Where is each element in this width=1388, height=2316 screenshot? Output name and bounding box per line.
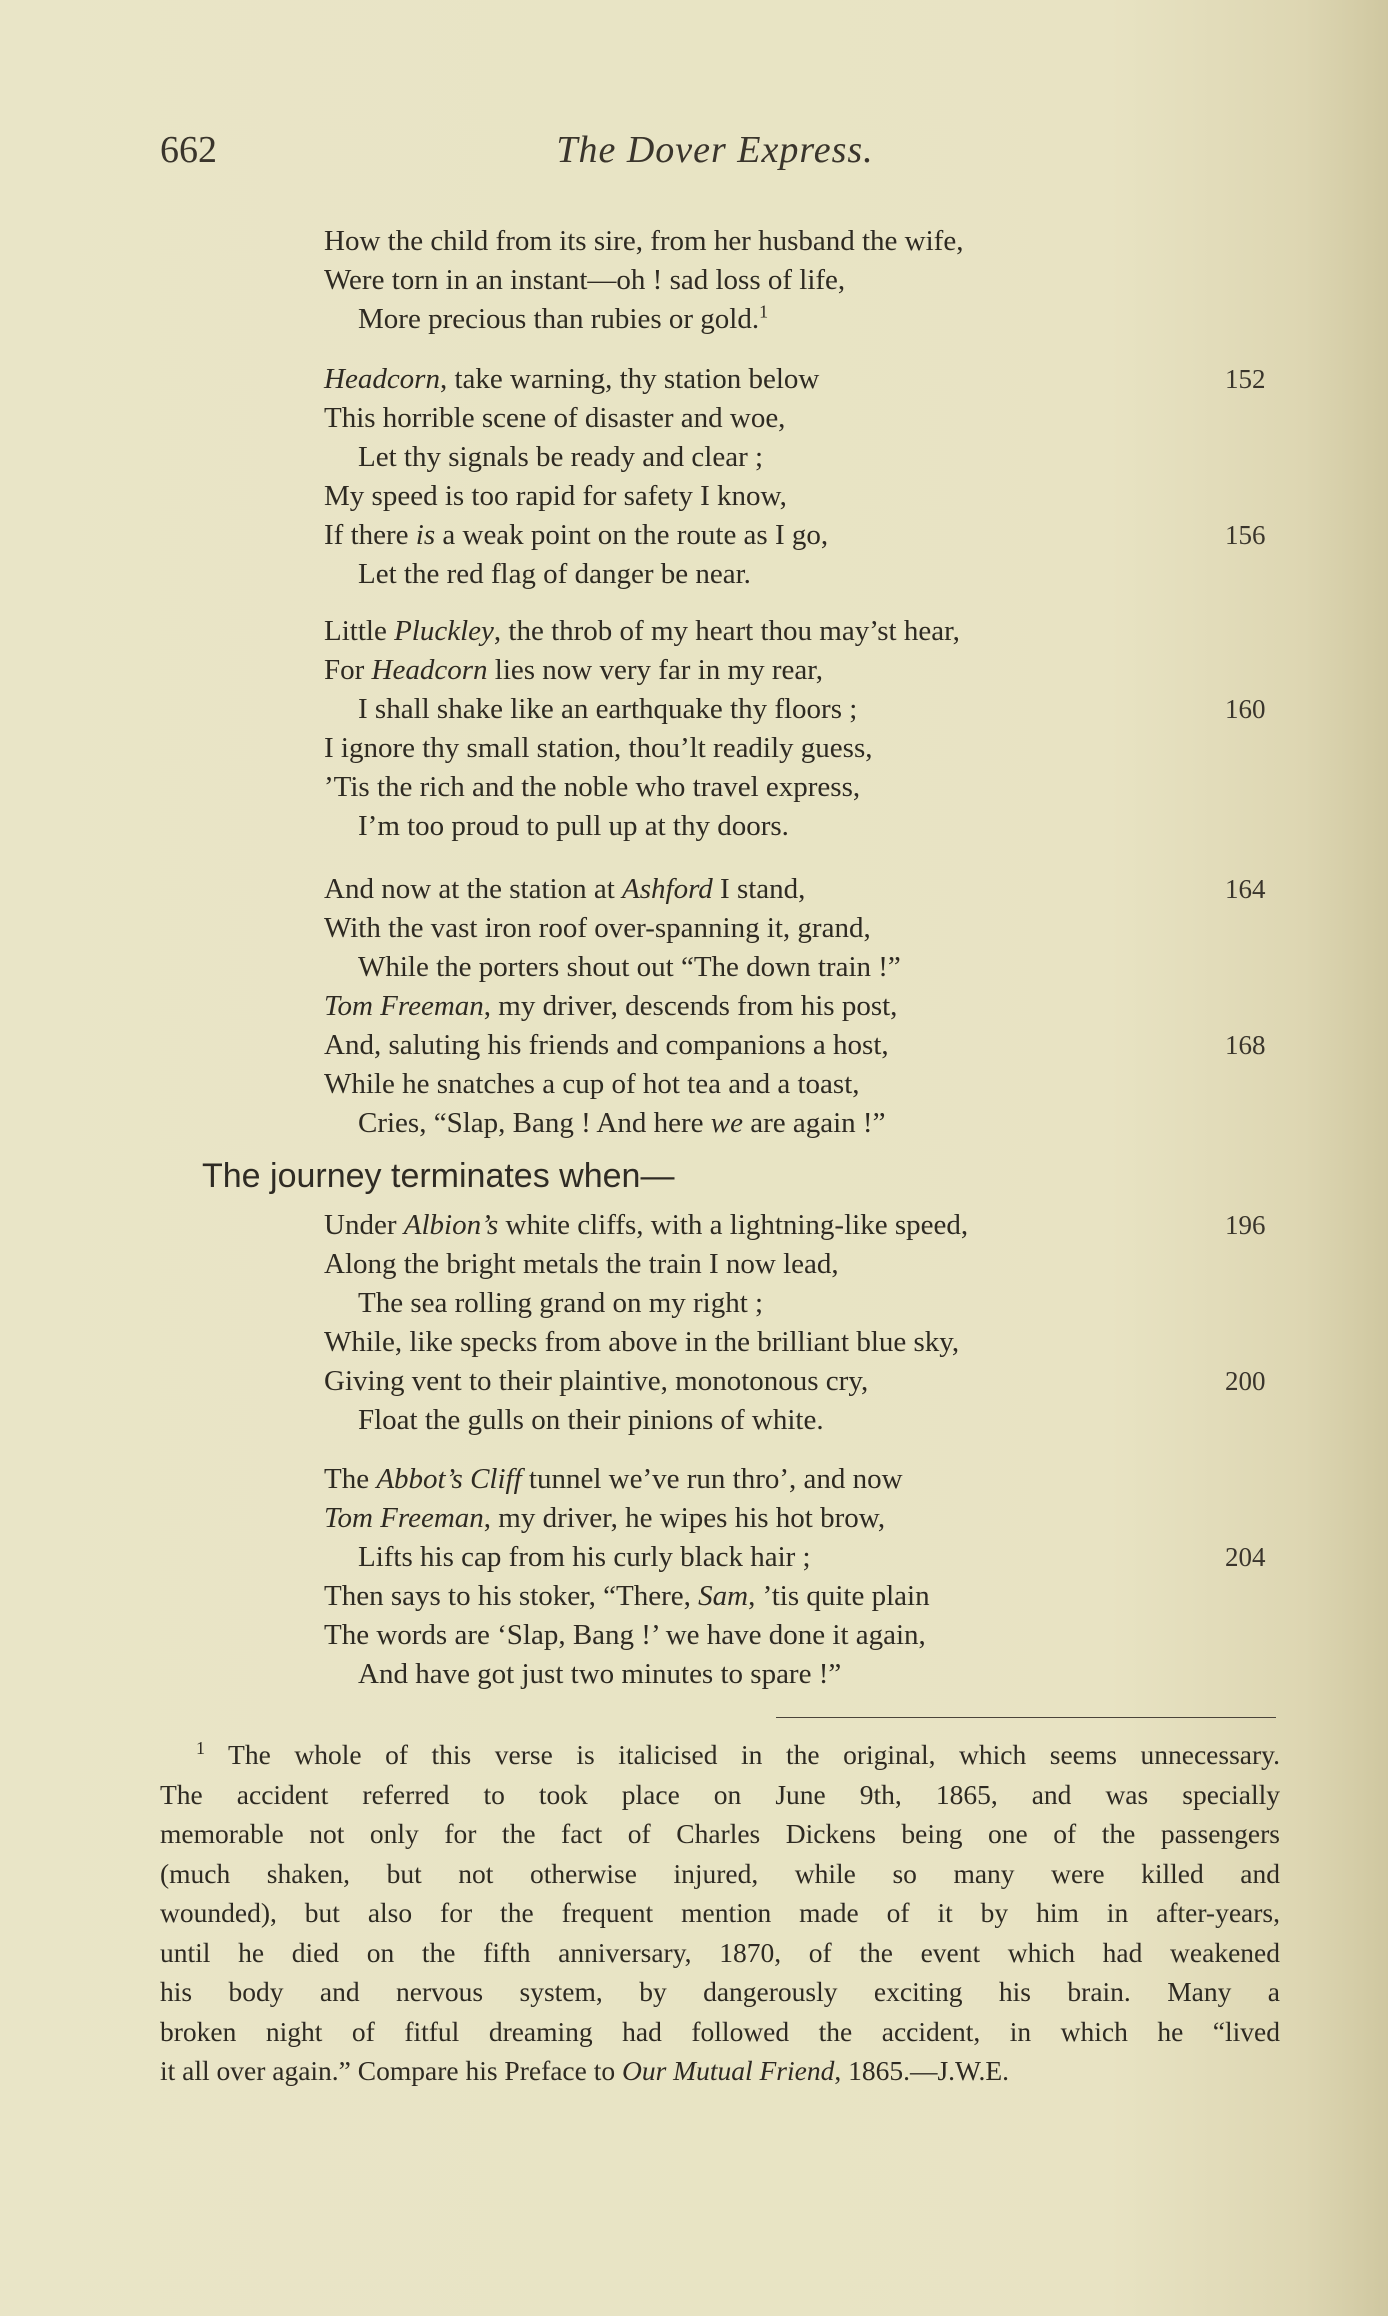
verse-text bbox=[324, 729, 873, 768]
verse-line bbox=[0, 651, 1388, 690]
verse-segment: white cliffs, with a lightning-like speed, bbox=[498, 1209, 969, 1241]
verse-line bbox=[0, 399, 1388, 438]
verse-line bbox=[0, 870, 1388, 909]
verse-segment: And have got just two minutes to spare !” bbox=[358, 1658, 842, 1690]
verse-segment: While he snatches a cup of hot tea and a toast, bbox=[324, 1068, 860, 1100]
footnote-line bbox=[160, 2051, 1280, 2091]
verse-text bbox=[324, 651, 823, 690]
line-number: 200 bbox=[1225, 1366, 1266, 1396]
verse-segment: , my driver, he wipes his hot brow, bbox=[483, 1502, 886, 1534]
verse-text bbox=[324, 1065, 860, 1104]
verse-segment: Then says to his stoker, “There, bbox=[324, 1580, 699, 1612]
verse-segment: With the vast iron roof over-spanning it, grand, bbox=[324, 912, 871, 944]
verse-italic: Tom Freeman bbox=[324, 990, 484, 1022]
footnote-line: The accident referred to took place on June 9th, 1865, and was specially bbox=[160, 1778, 1280, 1810]
verse-text bbox=[358, 1655, 841, 1694]
verse-segment: I shall shake like an earthquake thy floors ; bbox=[358, 693, 858, 725]
verse-line bbox=[0, 1655, 1388, 1694]
verse-italic: Headcorn bbox=[371, 654, 488, 686]
footnote-reference: 1 bbox=[759, 301, 769, 322]
footnote-line: wounded), but also for the frequent mention made of it by him in after-years, bbox=[160, 1897, 1280, 1928]
verse-text bbox=[324, 477, 787, 516]
verse-segment: a weak point on the route as I go, bbox=[435, 519, 829, 551]
verse-segment: ’Tis the rich and the noble who travel express, bbox=[324, 771, 861, 803]
verse-line bbox=[0, 807, 1388, 846]
footnote-text: it all over again.” Compare his Preface to bbox=[160, 2055, 622, 2086]
verse-text bbox=[358, 1104, 885, 1143]
verse-text bbox=[324, 261, 845, 300]
verse-line bbox=[0, 1401, 1388, 1440]
footnote-line: memorable not only for the fact of Charles Dickens being one of the passengers bbox=[160, 1818, 1280, 1849]
verse-text bbox=[358, 807, 789, 846]
verse-segment: If there bbox=[324, 519, 416, 551]
verse-italic: Headcorn bbox=[324, 363, 440, 395]
verse-line bbox=[0, 1538, 1388, 1577]
stanza bbox=[0, 360, 1388, 594]
verse-line bbox=[0, 1616, 1388, 1655]
verse-segment: I ignore thy small station, thou’lt readily guess, bbox=[324, 732, 873, 764]
verse-segment: How the child from its sire, from her husband the wife, bbox=[324, 225, 964, 257]
verse-segment: Were torn in an instant—oh ! sad loss of life, bbox=[324, 264, 846, 296]
line-number: 164 bbox=[1225, 874, 1266, 904]
verse-line bbox=[0, 555, 1388, 594]
verse-line bbox=[0, 1499, 1388, 1538]
verse-segment: This horrible scene of disaster and woe, bbox=[324, 402, 786, 434]
verse-text bbox=[324, 870, 805, 909]
verse-segment: The words are ‘Slap, Bang !’ we have done it again, bbox=[324, 1619, 926, 1651]
verse-segment: Under bbox=[324, 1209, 404, 1241]
verse-line bbox=[0, 222, 1388, 261]
stanza bbox=[0, 222, 1388, 339]
verse-line bbox=[0, 516, 1388, 555]
verse-line bbox=[0, 1577, 1388, 1616]
verse-line bbox=[0, 1284, 1388, 1323]
verse-segment: Let thy signals be ready and clear ; bbox=[358, 441, 764, 473]
verse-line bbox=[0, 1206, 1388, 1245]
verse-italic: Tom Freeman bbox=[324, 1502, 484, 1534]
stanza bbox=[0, 1460, 1388, 1694]
verse-line bbox=[0, 477, 1388, 516]
verse-segment: Let the red flag of danger be near. bbox=[358, 558, 751, 590]
verse-text bbox=[358, 1401, 824, 1440]
verse-segment: While, like specks from above in the brilliant blue sky, bbox=[324, 1326, 960, 1358]
verse-line bbox=[0, 1065, 1388, 1104]
verse-text bbox=[324, 1245, 839, 1284]
verse-line bbox=[0, 1026, 1388, 1065]
verse-line bbox=[0, 1460, 1388, 1499]
verse-line bbox=[0, 261, 1388, 300]
verse-text bbox=[324, 399, 785, 438]
line-number: 196 bbox=[1225, 1210, 1266, 1240]
verse-text bbox=[324, 1460, 903, 1499]
footnote-text: The whole of this verse is italicised in the original, which seems unnecessary. bbox=[228, 1739, 1280, 1770]
verse-line bbox=[0, 360, 1388, 399]
verse-italic: Pluckley bbox=[394, 615, 494, 647]
verse-text bbox=[324, 909, 871, 948]
verse-line bbox=[0, 1362, 1388, 1401]
verse-text bbox=[324, 1499, 885, 1538]
verse-line bbox=[0, 300, 1388, 339]
verse-text bbox=[324, 222, 963, 261]
verse-segment: Giving vent to their plaintive, monotonous cry, bbox=[324, 1365, 869, 1397]
verse-text bbox=[358, 690, 857, 729]
verse-segment: tunnel we’ve run thro’, and now bbox=[521, 1463, 903, 1495]
verse-segment: While the porters shout out “The down train !” bbox=[358, 951, 901, 983]
stanza bbox=[0, 870, 1388, 1143]
line-number: 160 bbox=[1225, 694, 1266, 724]
verse-segment: , ’tis quite plain bbox=[748, 1580, 930, 1612]
verse-italic: Albion’s bbox=[403, 1209, 499, 1241]
verse-text bbox=[324, 1362, 868, 1401]
verse-text bbox=[324, 612, 960, 651]
verse-text bbox=[324, 1206, 968, 1245]
verse-segment: , take warning, thy station below bbox=[439, 363, 820, 395]
verse-line bbox=[0, 690, 1388, 729]
verse-line bbox=[0, 1323, 1388, 1362]
verse-italic: is bbox=[415, 519, 436, 551]
verse-text bbox=[358, 438, 763, 477]
footnote-rule bbox=[776, 1717, 1276, 1718]
verse-line bbox=[0, 948, 1388, 987]
verse-text bbox=[324, 987, 897, 1026]
verse-segment: And, saluting his friends and companions a host, bbox=[324, 1029, 889, 1061]
footnote-line: until he died on the fifth anniversary, 1870, of the event which had weakened bbox=[160, 1936, 1280, 1968]
verse-segment: And now at the station at bbox=[324, 873, 623, 905]
running-title: The Dover Express. bbox=[556, 129, 874, 171]
verse-line bbox=[0, 1245, 1388, 1284]
verse-text bbox=[358, 1538, 811, 1577]
footnote-line: (much shaken, but not otherwise injured, while so many were killed and bbox=[160, 1857, 1280, 1889]
verse-segment: The sea rolling grand on my right ; bbox=[358, 1287, 764, 1319]
verse-segment: , my driver, descends from his post, bbox=[483, 990, 898, 1022]
verse-line bbox=[0, 768, 1388, 807]
verse-segment: I’m too proud to pull up at thy doors. bbox=[358, 810, 789, 842]
footnote-line: broken night of fitful dreaming had followed the accident, in which he “lived bbox=[160, 2015, 1280, 2047]
verse-segment: My speed is too rapid for safety I know, bbox=[324, 480, 787, 512]
line-number: 168 bbox=[1225, 1030, 1266, 1060]
footnote-text: , 1865.—J.W.E. bbox=[834, 2055, 1010, 2086]
stanza bbox=[0, 1206, 1388, 1440]
verse-text bbox=[324, 1026, 889, 1065]
verse-text bbox=[324, 516, 828, 555]
verse-text bbox=[358, 555, 751, 594]
verse-segment: Lifts his cap from his curly black hair ; bbox=[358, 1541, 811, 1573]
verse-line bbox=[0, 909, 1388, 948]
verse-line bbox=[0, 438, 1388, 477]
line-number: 204 bbox=[1225, 1542, 1266, 1572]
verse-segment: For bbox=[324, 654, 372, 686]
verse-segment: , the throb of my heart thou may’st hear, bbox=[493, 615, 960, 647]
verse-segment: Along the bright metals the train I now lead, bbox=[324, 1248, 839, 1280]
verse-text bbox=[324, 768, 860, 807]
footnote bbox=[160, 1735, 1280, 2091]
verse-text bbox=[358, 300, 768, 339]
verse-segment: More precious than rubies or gold. bbox=[358, 303, 760, 335]
verse-segment: Float the gulls on their pinions of white. bbox=[358, 1404, 824, 1436]
verse-line bbox=[0, 987, 1388, 1026]
verse-line bbox=[0, 729, 1388, 768]
verse-italic: Sam bbox=[698, 1580, 749, 1612]
verse-text bbox=[358, 1284, 763, 1323]
footnote-italic: Our Mutual Friend bbox=[621, 2055, 835, 2086]
stanza bbox=[0, 612, 1388, 846]
page-number: 662 bbox=[160, 129, 217, 171]
verse-line bbox=[0, 612, 1388, 651]
verse-segment: are again !” bbox=[742, 1107, 886, 1139]
verse-text bbox=[324, 1616, 926, 1655]
verse-italic: Ashford bbox=[622, 873, 713, 905]
page-header bbox=[160, 128, 1270, 178]
verse-text bbox=[358, 948, 901, 987]
verse-text bbox=[324, 360, 819, 399]
verse-line bbox=[0, 1104, 1388, 1143]
verse-italic: we bbox=[710, 1107, 743, 1139]
footnote-line: his body and nervous system, by dangerously exciting his brain. Many a bbox=[160, 1976, 1280, 2007]
verse-segment: Cries, “Slap, Bang ! And here bbox=[358, 1107, 711, 1139]
verse-segment: Little bbox=[324, 615, 395, 647]
line-number: 156 bbox=[1225, 520, 1266, 550]
verse-italic: Abbot’s Cliff bbox=[376, 1463, 522, 1495]
verse-text bbox=[324, 1323, 959, 1362]
connector-line: The journey terminates when— bbox=[202, 1157, 675, 1195]
footnote-marker: 1 bbox=[196, 1737, 205, 1758]
footnote-line bbox=[160, 1735, 1280, 1775]
verse-text bbox=[324, 1577, 930, 1616]
verse-segment: I stand, bbox=[712, 873, 806, 905]
verse-segment: lies now very far in my rear, bbox=[487, 654, 823, 686]
verse-segment: The bbox=[324, 1463, 377, 1495]
line-number: 152 bbox=[1225, 364, 1266, 394]
